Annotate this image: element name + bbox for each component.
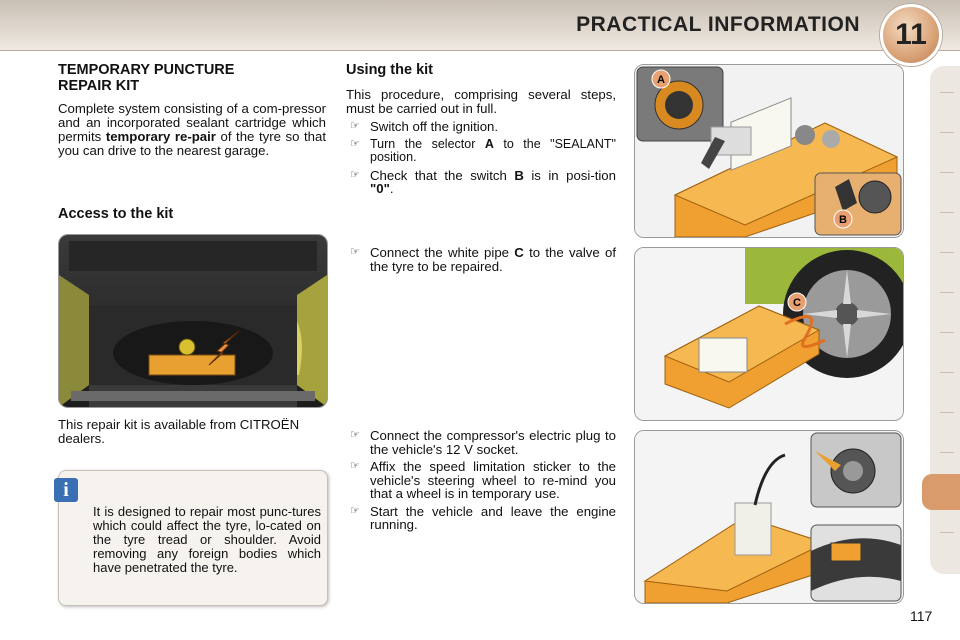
pointing-hand-icon: ☞ <box>350 460 360 472</box>
pointing-hand-icon: ☞ <box>350 246 360 258</box>
kit-selector-figure <box>634 64 904 238</box>
chapter-number-badge: 11 <box>880 4 942 66</box>
pointing-hand-icon: ☞ <box>350 168 360 181</box>
step-connect-pipe: ☞ Connect the white pipe C to the valve of the tyre to be repaired. <box>350 245 616 274</box>
pointing-hand-icon: ☞ <box>350 120 360 132</box>
side-tab[interactable] <box>940 132 954 133</box>
info-text: It is designed to repair most punc-tures which could affect the tyre, lo-cated on the tyre tread or shoulder. Avoid removing any foreign bodies which have penetrated the tyre. <box>93 504 321 575</box>
side-tab[interactable] <box>940 292 954 293</box>
step-check-switch: ☞ Check that the switch B is in posi-tion "0". <box>350 167 616 196</box>
intro-paragraph: Complete system consisting of a com-pressor and an incorporated sealant cartridge which permits temporary re-pair of the tyre so that you can drive to the nearest garage. <box>58 101 326 158</box>
side-tab[interactable] <box>940 372 954 373</box>
pointing-hand-icon: ☞ <box>350 429 360 441</box>
step-start-engine: ☞ Start the vehicle and leave the engine running. <box>350 503 616 532</box>
step-connect-plug: ☞ Connect the compressor's electric plug to the vehicle's 12 V socket. <box>350 428 616 457</box>
label-a: A <box>657 74 665 86</box>
side-tab-active[interactable] <box>922 474 960 510</box>
page-number: 117 <box>910 608 933 624</box>
side-tab[interactable] <box>940 412 954 413</box>
section-heading-access: Access to the kit <box>58 206 174 222</box>
pointing-hand-icon: ☞ <box>350 137 360 150</box>
step-selector: ☞ Turn the selector A to the "SEALANT" position. <box>350 136 616 164</box>
step-affix-sticker: ☞ Affix the speed limitation sticker to the vehicle's steering wheel to re-mind you that a wheel is in temporary use. <box>350 459 616 501</box>
procedure-intro: This procedure, comprising several steps, must be carried out in full. <box>346 87 616 116</box>
label-b: B <box>839 214 847 226</box>
step-switch-off: ☞ Switch off the ignition. <box>350 119 499 134</box>
side-tab[interactable] <box>940 172 954 173</box>
side-tab[interactable] <box>940 212 954 213</box>
page-title: PRACTICAL INFORMATION <box>576 13 860 36</box>
section-heading-using: Using the kit <box>346 62 434 78</box>
kit-socket-figure <box>634 430 904 604</box>
side-tab[interactable] <box>940 332 954 333</box>
availability-text: This repair kit is available from CITROËN dealers. <box>58 417 300 446</box>
side-tab[interactable] <box>940 532 954 533</box>
side-tab[interactable] <box>940 252 954 253</box>
info-box <box>58 470 328 606</box>
label-c: C <box>793 297 801 309</box>
section-heading-kit: TEMPORARY PUNCTURE REPAIR KIT <box>58 62 235 94</box>
trunk-photo <box>58 234 328 408</box>
side-tab[interactable] <box>940 92 954 93</box>
side-tab[interactable] <box>940 452 954 453</box>
info-icon: i <box>54 478 78 502</box>
kit-pipe-figure <box>634 247 904 421</box>
pointing-hand-icon: ☞ <box>350 504 360 517</box>
